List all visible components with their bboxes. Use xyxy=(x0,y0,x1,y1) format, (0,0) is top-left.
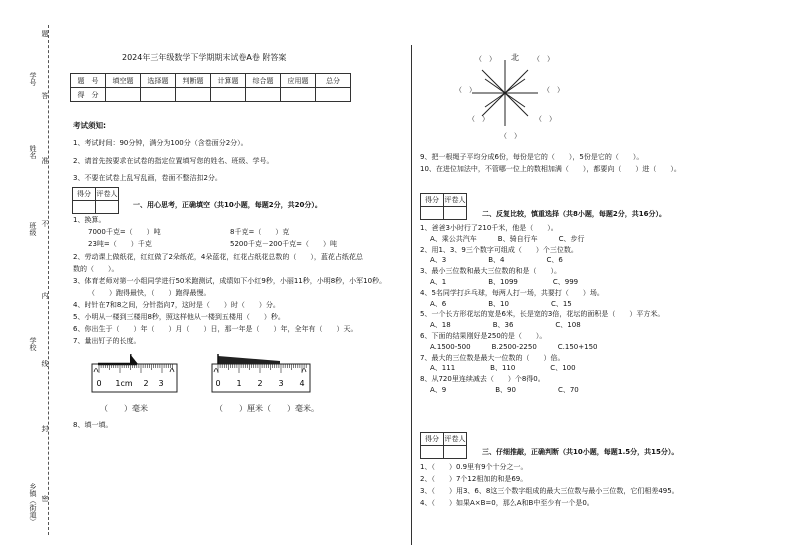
compass-blank: （ ） xyxy=(455,86,476,94)
score-cell: 计算题 xyxy=(211,74,246,88)
reviewer-name-cell[interactable] xyxy=(444,446,467,459)
ruler-1 xyxy=(90,350,180,396)
seal-mark: 密 xyxy=(41,495,49,502)
question-line: 1、换算。 xyxy=(73,216,106,224)
reviewer-box xyxy=(420,193,467,220)
question-line: 1、（ ）0.9里有9个十分之一。 xyxy=(420,463,528,471)
question-line: 4、（ ）如果A×B=0，那么A和B中至少有一个是0。 xyxy=(420,499,594,507)
answer-options: A、9 B、90 C、70 xyxy=(430,386,579,394)
score-cell: 总分 xyxy=(316,74,351,88)
ruler-2-answer: （ ）厘米（ ）毫米。 xyxy=(215,404,319,413)
ruler-tick-label: 2 xyxy=(257,379,263,388)
answer-options: A.1500-500 B.2500-2250 C.150+150 xyxy=(430,342,598,351)
reviewer-score-label: 得分 xyxy=(421,194,444,207)
page-title: 2024年三年级数学下学期期末试卷A卷 附答案 xyxy=(122,53,287,62)
question-line: 2、劳动课上做纸花，红红做了2朵纸花，4朵蓝花，红花占纸花总数的（ ），蓝花占纸花总 xyxy=(73,253,363,261)
question-line: 7、量出钉子的长度。 xyxy=(73,337,141,345)
ruler-1-answer: （ ）毫米 xyxy=(100,404,148,413)
reviewer-box xyxy=(72,187,119,214)
side-label-class: 班级 xyxy=(29,222,37,236)
binding-strip xyxy=(0,0,60,560)
side-label-town: 乡镇（街道） xyxy=(29,483,37,525)
question-line: 7、最大的三位数是最大一位数的（ ）倍。 xyxy=(420,353,565,362)
question-line: 1、爸爸3小时行了210千米，他是（ ）。 xyxy=(420,224,558,232)
ruler-2 xyxy=(210,350,314,396)
question-line: 8、从720里连续减去（ ）个8得0。 xyxy=(420,375,545,384)
question-line: 3、体育老师对第一小组同学进行50米跑测试，成绩如下小红9秒，小丽11秒，小明8秒，小军10秒。 xyxy=(73,277,387,285)
score-cell: 选择题 xyxy=(141,74,176,88)
score-input-cell[interactable] xyxy=(141,88,176,102)
question-line: 5、小明从一楼到三楼用8秒，照这样他从一楼到五楼用（ ）秒。 xyxy=(73,313,285,321)
question-line: 6、下面的结果刚好是250的是（ ）。 xyxy=(420,332,547,340)
answer-options: A、1 B、1099 C、999 xyxy=(430,278,579,286)
reviewer-label: 评卷人 xyxy=(444,433,467,446)
question-line: 6、你出生于（ ）年（ ）月（ ）日，那一年是（ ）年，全年有（ ）天。 xyxy=(73,325,358,333)
ruler-tick-label: 1cm xyxy=(115,379,133,388)
reviewer-name-cell[interactable] xyxy=(444,207,467,220)
notice-item: 3、不要在试卷上乱写乱画，卷面不整洁扣2分。 xyxy=(73,174,222,182)
score-cell: 得 分 xyxy=(71,88,106,102)
ruler-tick-label: 2 xyxy=(143,379,149,388)
score-table-score-row xyxy=(71,88,351,102)
reviewer-name-cell[interactable] xyxy=(96,201,119,214)
reviewer-label: 评卷人 xyxy=(96,188,119,201)
question-line: 5200千克－200千克=（ ）吨 xyxy=(230,240,338,248)
side-label-school: 学校 xyxy=(29,337,37,351)
score-input-cell[interactable] xyxy=(316,88,351,102)
answer-options: A、18 B、36 C、108 xyxy=(430,321,581,330)
score-cell: 题 号 xyxy=(71,74,106,88)
section3-heading: 三、仔细推敲，正确判断（共10小题，每题1.5分，共15分）。 xyxy=(482,448,679,456)
score-cell: 应用题 xyxy=(281,74,316,88)
score-table-header-row xyxy=(71,74,351,88)
compass-blank: （ ） xyxy=(500,132,521,140)
binding-dashed-line xyxy=(48,25,49,535)
score-input-cell[interactable] xyxy=(176,88,211,102)
seal-mark: 封 xyxy=(41,425,49,432)
compass-north-label: 北 xyxy=(511,53,519,62)
score-input-cell[interactable] xyxy=(246,88,281,102)
question-line: 4、5名同学打乒乓球，每两人打一场，共要打（ ）场。 xyxy=(420,288,604,297)
compass-blank: （ ） xyxy=(543,86,564,94)
reviewer-score-label: 得分 xyxy=(73,188,96,201)
question-line: 7000千克=（ ）吨 xyxy=(88,228,161,236)
question-line: 9、把一根绳子平均分成6份，每份是它的（ ），5份是它的（ ）。 xyxy=(420,153,644,161)
answer-options: A、乘公共汽车 B、骑自行车 C、步行 xyxy=(430,234,585,243)
score-cell: 判断题 xyxy=(176,74,211,88)
notice-item: 1、考试时间：90分钟，满分为100分（含卷面分2分）。 xyxy=(73,139,248,147)
answer-options: A、3 B、4 C、6 xyxy=(430,256,563,265)
ruler-tick-label: 0 xyxy=(215,379,221,388)
seal-mark: 答 xyxy=(41,92,49,99)
question-line: 2、（ ）7个12相加的和是69。 xyxy=(420,475,528,483)
question-line: 数的（ ）。 xyxy=(73,265,119,273)
seal-mark: 准 xyxy=(41,157,49,164)
seal-mark: 不 xyxy=(41,220,49,227)
answer-options: A、111 B、110 C、100 xyxy=(430,364,576,373)
reviewer-box xyxy=(420,432,467,459)
compass-blank: （ ） xyxy=(468,115,489,123)
notice-item: 2、请首先按要求在试卷的指定位置填写您的姓名、班级、学号。 xyxy=(73,157,274,165)
compass-blank: （ ） xyxy=(533,55,554,63)
question-line: 3、（ ）用3、6、8这三个数字组成的最大三位数与最小三位数，它们相差495。 xyxy=(420,487,679,495)
question-line: 4、时针在7和8之间，分针指向7，这时是（ ）时（ ）分。 xyxy=(73,301,280,309)
notice-heading: 考试须知: xyxy=(73,121,106,130)
section2-heading: 二、反复比较，慎重选择（共8小题，每题2分，共16分）。 xyxy=(482,210,666,218)
question-line: 5、一个长方形花坛的宽是6米，长是宽的3倍，花坛的面积是（ ）平方米。 xyxy=(420,310,665,319)
score-input-cell[interactable] xyxy=(106,88,141,102)
ruler-tick-label: 0 xyxy=(96,379,102,388)
question-line: （ ）跑得最快，（ ）跑得最慢。 xyxy=(88,289,211,297)
reviewer-label: 评卷人 xyxy=(444,194,467,207)
seal-mark: 线 xyxy=(41,360,49,367)
question-line: 8、填一填。 xyxy=(73,421,113,429)
score-table xyxy=(70,73,351,102)
score-cell: 填空题 xyxy=(106,74,141,88)
score-input-cell[interactable] xyxy=(281,88,316,102)
question-line: 23吨=（ ）千克 xyxy=(88,240,152,248)
compass-blank: （ ） xyxy=(535,115,556,123)
side-label-student-id: 学号 xyxy=(29,72,37,86)
reviewer-score-label: 得分 xyxy=(421,433,444,446)
section1-heading: 一、用心思考，正确填空（共10小题，每题2分，共20分）。 xyxy=(133,201,322,209)
reviewer-score-cell[interactable] xyxy=(421,207,444,220)
compass-blank: （ ） xyxy=(475,55,496,63)
question-line: 3、最小三位数和最大三位数的和是（ ）。 xyxy=(420,267,561,276)
seal-mark: 题 xyxy=(41,30,49,37)
ruler-tick-label: 1 xyxy=(236,379,242,388)
question-line: 2、用1、3、9三个数字可组成（ ）个三位数。 xyxy=(420,245,578,254)
ruler-tick-label: 3 xyxy=(158,379,164,388)
ruler-tick-label: 3 xyxy=(278,379,284,388)
column-divider xyxy=(411,45,412,545)
reviewer-score-cell[interactable] xyxy=(73,201,96,214)
ruler-tick-label: 4 xyxy=(299,379,305,388)
score-cell: 综合题 xyxy=(246,74,281,88)
score-input-cell[interactable] xyxy=(211,88,246,102)
seal-mark: 内 xyxy=(41,292,49,299)
question-line: 8千克=（ ）克 xyxy=(230,228,290,236)
side-label-name: 姓名 xyxy=(29,145,37,159)
question-line: 10、在进位加法中，不管哪一位上的数相加满（ ），都要向（ ）进（ ）。 xyxy=(420,165,681,173)
nail-body xyxy=(218,356,280,364)
answer-options: A、6 B、10 C、15 xyxy=(430,299,572,308)
reviewer-score-cell[interactable] xyxy=(421,446,444,459)
